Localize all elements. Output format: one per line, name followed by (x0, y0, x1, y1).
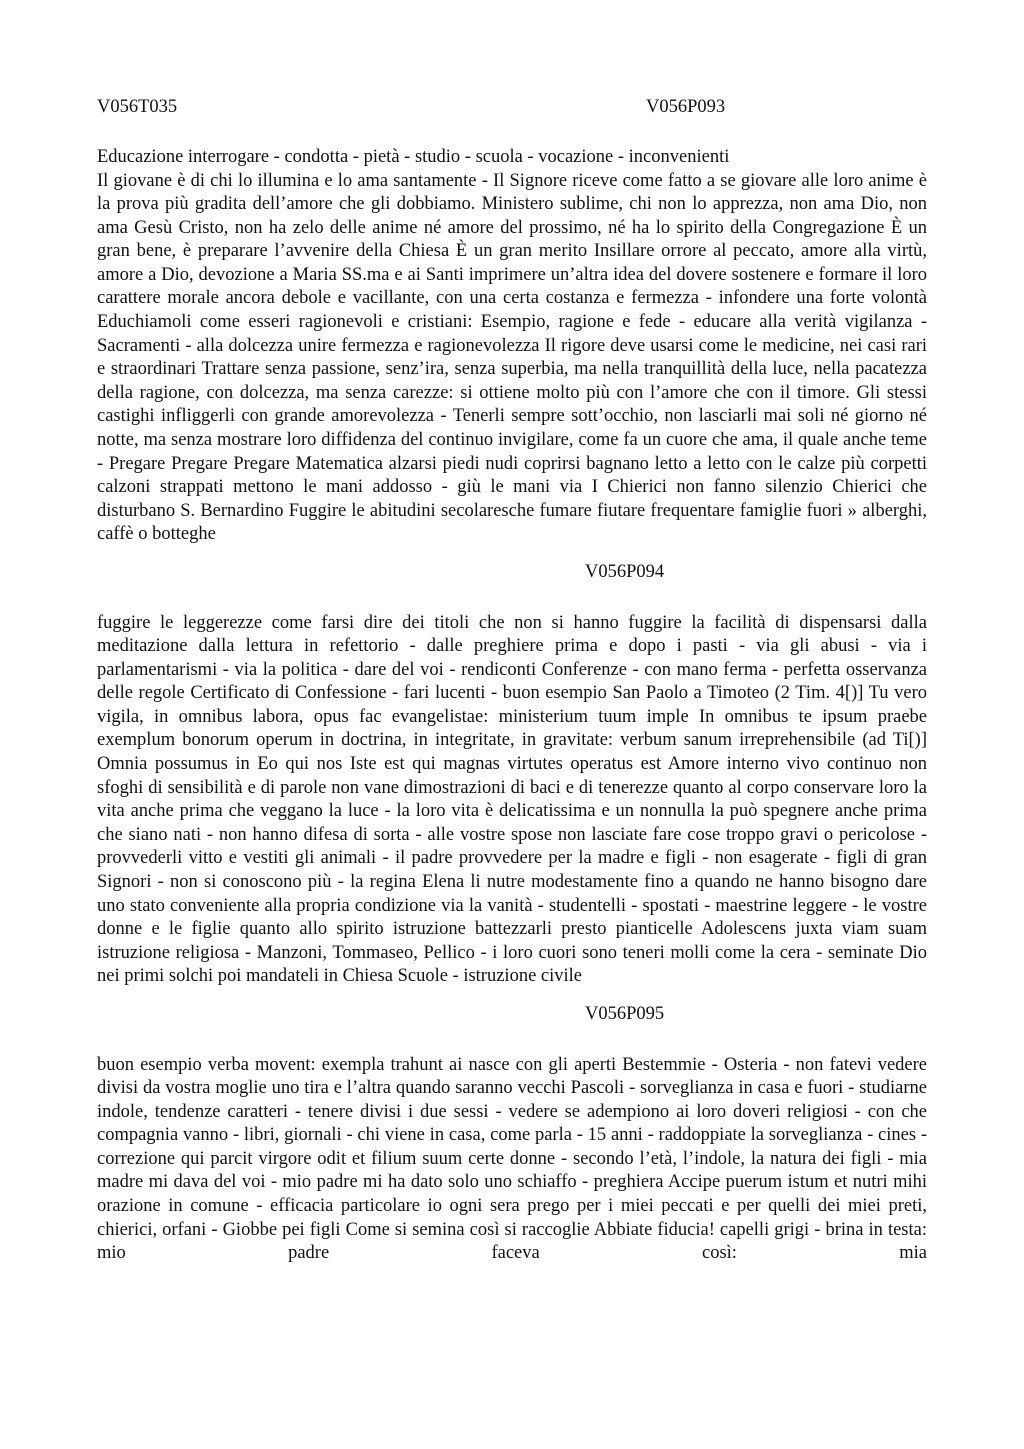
page-header (97, 96, 927, 124)
paragraph-2: fuggire le leggerezze come farsi dire dei titoli che non si hanno fuggire la facilità di dispensarsi dalla meditazione dalla lettura in refettorio - dalle preghiere prima e dopo i pasti - via gli abusi - via i parlamentarismi - via la politica - dare del voi - rendiconti Conferenze - con mano ferma - perfetta osservanza delle regole Certificato di Confessione - fari lucenti - buon esempio San Paolo a Timoteo (2 Tim. 4[)] Tu vero vigila, in omnibus labora, opus fac evangelistae: ministerium tuum imple In omnibus te ipsum praebe exemplum bonorum operum in doctrina, in integritate, in gravitate: verbum sanum irreprehensibile (ad Ti[)] Omnia possumus in Eo qui nos Iste est qui magnas virtutes operatus est Amore interno vivo continuo non sfoghi di sensibilità e di parole non vane dimostrazioni di baci e di tenerezze quanto al corpo conservare loro la vita anche prima che veggano la luce - la loro vita è delicatissima e un nonnulla la può spegnere anche prima che siano nati - non hanno difesa di sorta - alle vostre spose non lasciate fare cose troppo gravi o pericolose - provvederli vitto e vestiti gli animali - il padre provvedere per la madre e figli - non esagerate - figli di gran Signori - non si conoscono più - la regina Elena li nutre modestamente fino a quando ne hanno bisogno dare uno stato conveniente alla propria condizione via la vanità - studentelli - spostati - maestrine leggere - le vostre donne e le figlie quanto allo spirito istruzione battezzarli presto pianticelle Adolescens juxta viam suam istruzione religiosa - Manzoni, Tommaseo, Pellico - i loro cuori sono teneri molli come la cera - seminate Dio nei primi solchi poi mandateli in Chiesa Scuole - istruzione civile (97, 612, 927, 987)
page-label-094: V056P094 (585, 562, 665, 582)
document-page (97, 96, 927, 1266)
subject-line: Educazione interrogare - condotta - pietà - studio - scuola - vocazione - inconvenienti (97, 147, 730, 167)
paragraph-1: Il giovane è di chi lo illumina e lo ama santamente - Il Signore riceve come fatto a se giovare alle loro anime è la prova più gradita dell’amore che gli dobbiamo. Ministero sublime, chi non lo apprezza, non ama Dio, non ama Gesù Cristo, non ha zelo delle anime né amore del prossimo, né ha lo spirito della Congregazione È un gran bene, è preparare l’avvenire della Chiesa È un gran merito Insillare orrore al peccato, amore alla virtù, amore a Dio, devozione a Maria SS.ma e ai Santi imprimere un’altra idea del dovere sostenere e formare il loro carattere morale ancora debole e vacillante, con una certa costanza e fermezza - infondere una forte volontà Educhiamoli come esseri ragionevoli e cristiani: Esempio, ragione e fede - educare alla verità vigilanza - Sacramenti - alla dolcezza unire fermezza e ragionevolezza Il rigore deve usarsi come le medicine, nei casi rari e straordinari Trattare senza passione, senz’ira, senza superbia, ma nella tranquillità della luce, nella pacatezza della ragione, con dolcezza, ma senza carezze: si ottiene molto più con l’amore che con il timore. Gli stessi castighi infliggerli con grande amorevolezza - Tenerli sempre sott’occhio, non lasciarli mai soli né giorno né notte, ma senza mostrare loro diffidenza del continuo invigilare, come fa un cuore che ama, il quale anche teme - Pregare Pregare Pregare Matematica alzarsi piedi nudi coprirsi bagnano letto a letto con le calze più corpetti calzoni strappati mettono le mani addosso - giù le mani via I Chierici non fanno silenzio Chierici che disturbano S. Bernardino Fuggire le abitudini secolaresche fumare fiutare frequentare famiglie fuori » alberghi, caffè o botteghe (97, 170, 927, 545)
page-label-095: V056P095 (585, 1004, 665, 1024)
paragraph-3: buon esempio verba movent: exempla trahunt ai nasce con gli aperti Bestemmie - Osteria - non fatevi vedere divisi da vostra moglie uno tira e l’altra quando saranno vecchi Pascoli - sorveglianza in casa e fuori - studiarne indole, tendenze caratteri - tenere divisi i due sessi - vedere se adempiono ai loro doveri religiosi - con che compagnia vanno - libri, giornali - chi viene in casa, come parla - 15 anni - raddoppiate la sorveglianza - cines - correzione qui parcit virgore odit et filium suum certe donne - secondo l’età, l’indole, la natura dei figli - mia madre mi dava del voi - mio padre mi ha dato solo uno schiaffo - preghiera Accipe puerum istum et nutri mihi orazione in comune - efficacia particolare io ogni sera prego per i miei peccati e per quelli dei miei preti, chierici, orfani - Giobbe pei figli Come si semina così si raccoglie Abbiate fiducia! capelli grigi - brina in testa: mio padre faceva così: mia (97, 1054, 927, 1264)
page-code: V056P093 (646, 97, 726, 117)
document-code: V056T035 (97, 97, 178, 117)
